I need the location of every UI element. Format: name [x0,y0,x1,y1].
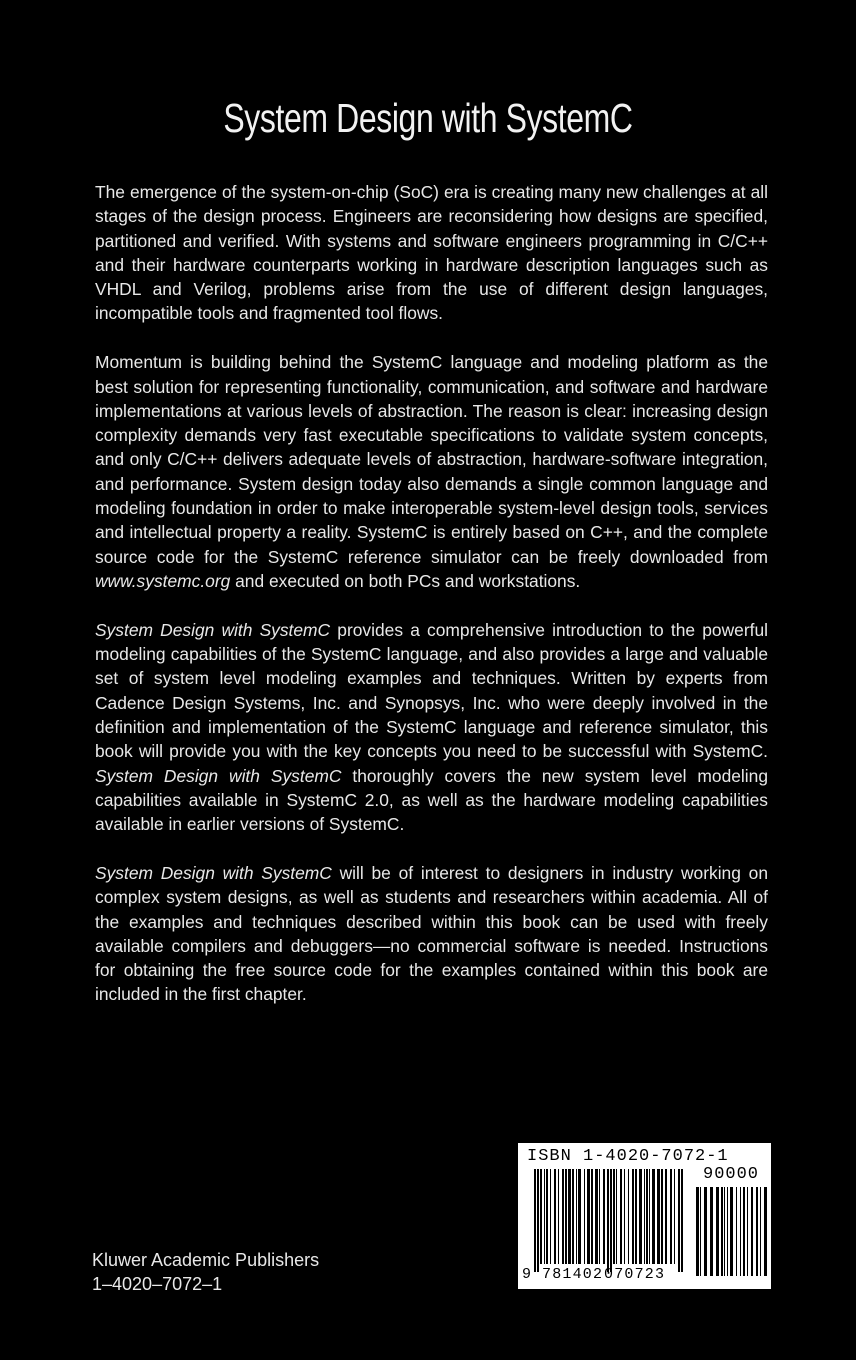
barcode-bar [599,1169,600,1264]
barcode-bar [657,1169,660,1264]
barcode-bar [635,1169,637,1264]
barcode-isbn-label: ISBN 1-4020-7072-1 [527,1147,729,1166]
barcode-addon-bar [743,1187,745,1276]
barcode-bar [652,1169,655,1264]
text-run: Momentum is building behind the SystemC language and modeling platform as the best solution for representing functionality, communication, and software and hardware implementations at various levels of abstraction. The reason is clear: increasing design complexity demands very fast executable specifications to validate system concepts, and only C/C++ delivers adequate levels of abstraction, hardware-software integration, and performance. System design today also demands a single common language and modeling foundation in order to make interoperable system-level design tools, services and intellectual property a reality. SystemC is entirely based on C++, and the complete source code for the SystemC reference simulator can be freely downloaded from [95,352,768,567]
text-run: The emergence of the system-on-chip (SoC) era is creating many new challenges at all stages of the design process. Engineers are reconsidering how designs are specified, partitioned and verified. With systems and software engineers programming in C/C++ and their hardware counterparts working in hardware description languages such as VHDL and Verilog, problems arise from the use of different design languages, incompatible tools and fragmented tool flows. [95,182,768,324]
barcode-addon-bar [727,1187,728,1276]
barcode-first-digit: 9 [522,1266,532,1283]
barcode-bar [646,1169,648,1264]
barcode-addon-bar [730,1187,733,1276]
barcode-addon-bar [710,1187,713,1276]
text-run: thoroughly covers the new system level modeling capabilities available in SystemC 2.0, as well as the hardware modeling capabilities available in earlier versions of SystemC. [95,765,769,835]
barcode-bar [661,1169,663,1264]
barcode-bar [649,1169,650,1264]
barcode-addon-bar [760,1187,761,1276]
text-run: will be of interest to designers in industry working on complex system designs, as well as students and researchers within academia. All of the examples and techniques described within this book can be used with freely available compilers and debuggers—no commercial software is needed. Instructions for obtaining the free source code for the examples contained within this book are included in the first chapter. [95,862,768,1005]
barcode-bar [562,1169,564,1264]
barcode-addon-bar [700,1187,701,1276]
barcode-digits-right: 070723 [604,1266,666,1283]
barcode-addon-bar [716,1187,719,1276]
barcode-bar [576,1169,577,1264]
barcode-bar [624,1169,625,1264]
barcode-bar [584,1169,585,1264]
barcode-guard-bar [607,1169,609,1272]
barcode-bar [550,1169,551,1264]
barcode-bar [639,1169,642,1264]
barcode-bar [558,1169,559,1264]
barcode-guard-bar [534,1169,536,1272]
barcode-bar [565,1169,567,1264]
barcode-bar [568,1169,571,1264]
barcode-digits-left: 781402 [542,1266,604,1283]
blurb-paragraph [95,350,768,593]
barcode-bar [613,1169,615,1264]
barcode-guard-bar [537,1169,539,1272]
italic-run: System Design with SystemC [95,862,332,883]
barcode-addon-bar [751,1187,753,1276]
barcode-addon-bar [740,1187,741,1276]
barcode-bar [546,1169,548,1264]
barcode-addon-bar [724,1187,725,1276]
barcode-bar [665,1169,667,1264]
barcode-bar [595,1169,598,1264]
italic-run: System Design with SystemC [95,765,342,786]
text-run: and executed on both PCs and workstations. [230,570,581,591]
barcode-addon-bar [696,1187,699,1276]
publisher-name: Kluwer Academic Publishers [92,1250,320,1270]
blurb-paragraph [95,861,768,1007]
barcode-bar [578,1169,581,1264]
barcode-bar [572,1169,574,1264]
barcode-addon-bar [756,1187,758,1276]
blurb-paragraph [95,618,768,837]
book-title: System Design with SystemC [223,95,633,141]
barcode-guard-bar [681,1169,683,1272]
barcode-addon-bar [764,1187,767,1276]
barcode-addon-bar [747,1187,748,1276]
barcode-bar [620,1169,622,1264]
barcode-addon-bar [736,1187,737,1276]
isbn-barcode [518,1143,771,1289]
barcode-bar [644,1169,645,1264]
italic-run: System Design with SystemC [95,619,331,640]
text-run: provides a comprehensive introduction to the powerful modeling capabilities of the SystemC language, and also provides a large and valuable set of system level modeling examples and techniques. Written by experts from Cadence Design Systems, Inc. and Synopsys, Inc. who were deeply involved in the definition and implementation of the SystemC language and reference simulator, this book will provide you with the key concepts you need to be successful with SystemC. [95,619,768,762]
barcode-guard-bar [678,1169,680,1272]
back-cover-blurb [95,180,768,1031]
barcode-bar [603,1169,605,1264]
barcode-guard-bar [610,1169,612,1272]
barcode-bar [591,1169,593,1264]
barcode-addon-bar [704,1187,707,1276]
barcode-bar [554,1169,556,1264]
barcode-bar [616,1169,617,1264]
barcode-bar [674,1169,675,1264]
italic-run: www.systemc.org [95,570,231,591]
barcode-bar [632,1169,634,1264]
isbn-number: 1–4020–7072–1 [92,1274,223,1294]
barcode-bar [628,1169,629,1264]
barcode-bar [587,1169,590,1264]
barcode-bar [540,1169,542,1264]
barcode-price-code: 90000 [703,1165,760,1184]
barcode-addon-bar [721,1187,723,1276]
barcode-bar [544,1169,545,1264]
publisher-block [92,1248,319,1296]
blurb-paragraph [95,180,768,326]
barcode-bar [670,1169,672,1264]
